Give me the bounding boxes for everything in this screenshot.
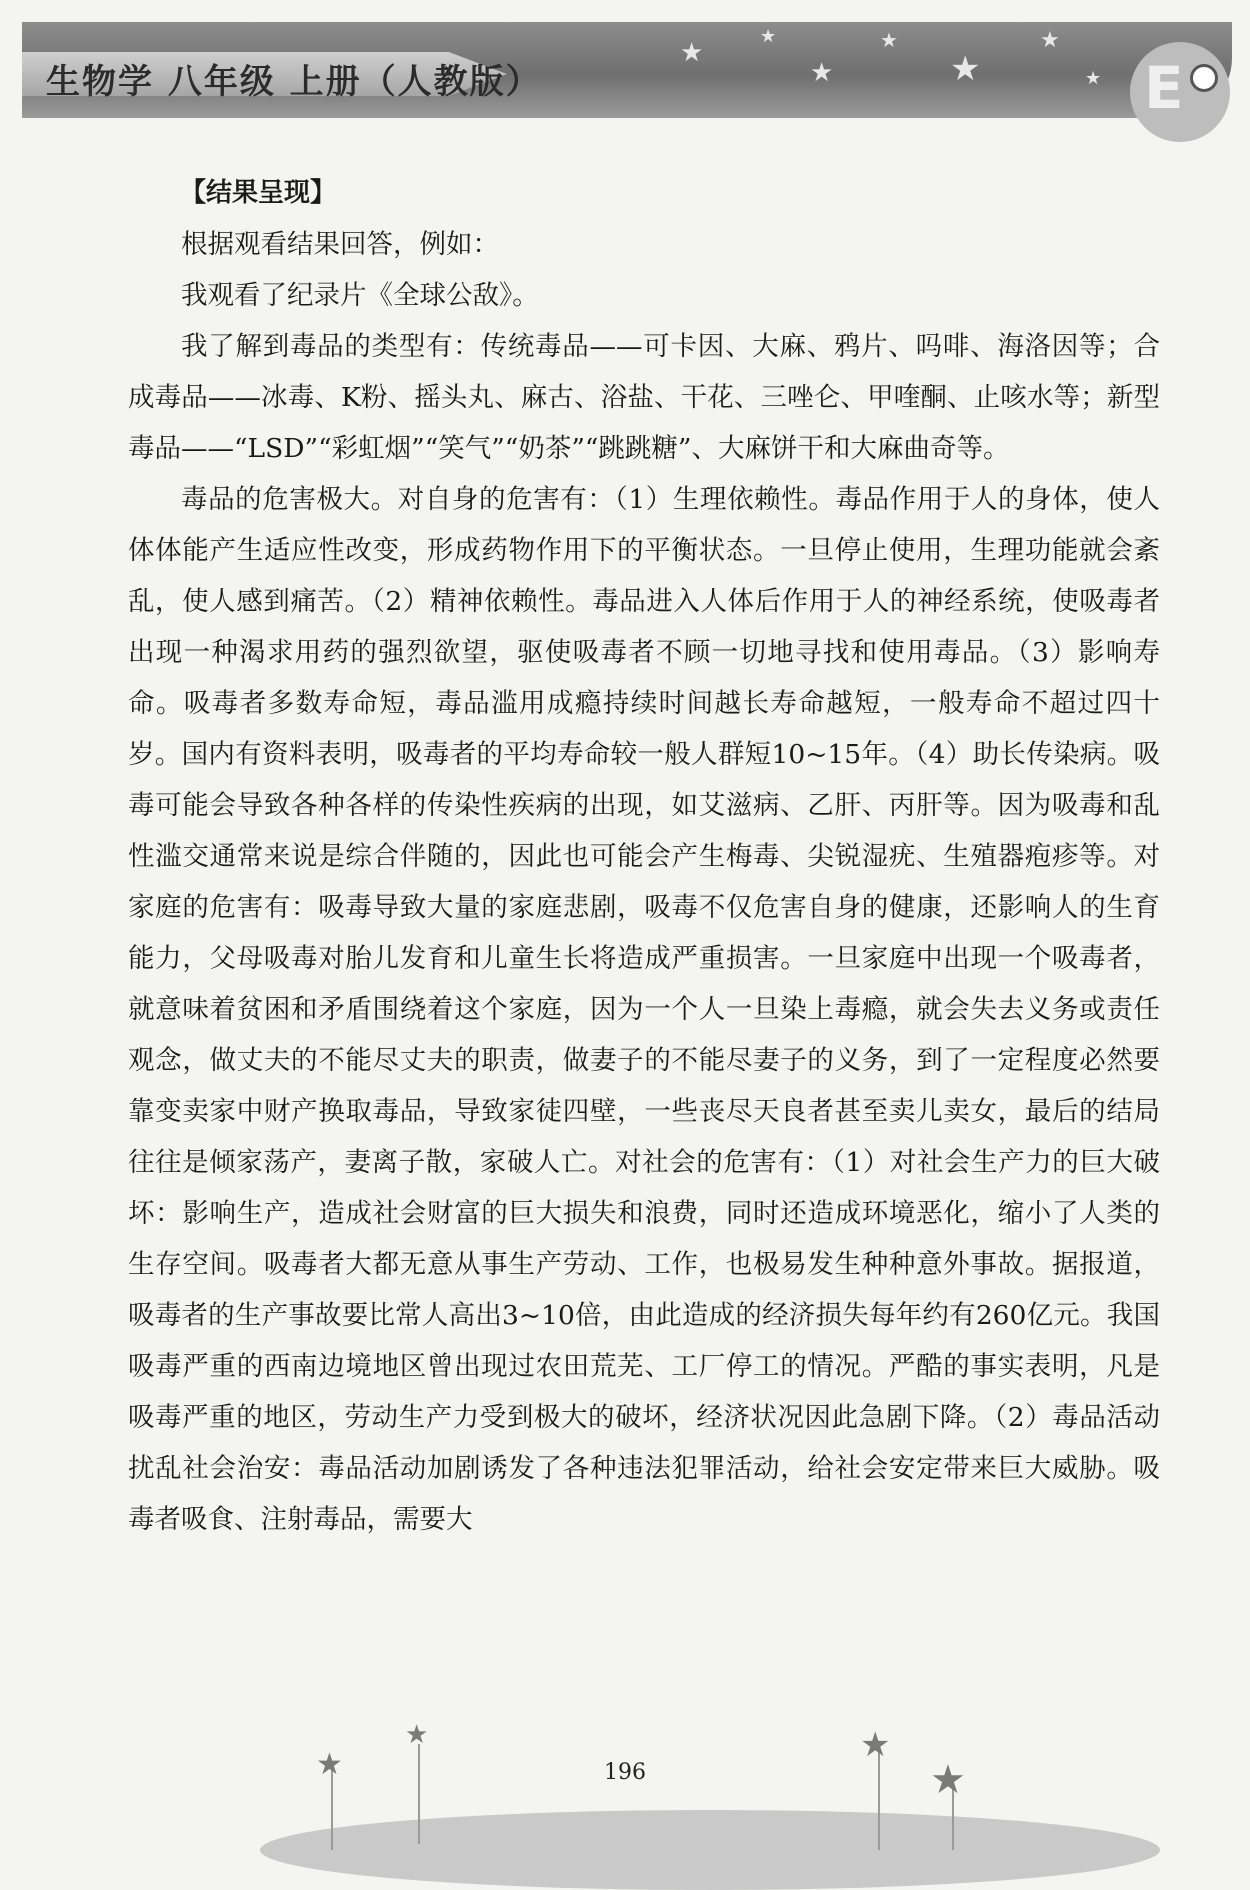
star-stick xyxy=(418,1744,420,1844)
star-icon: ★ xyxy=(760,26,777,47)
star-icon: ★ xyxy=(316,1747,343,1782)
star-icon: ★ xyxy=(810,58,834,88)
book-title: 生物学 八年级 上册（人教版） xyxy=(46,62,542,102)
section-heading: 【结果呈现】 xyxy=(180,178,337,208)
page-header xyxy=(0,0,1250,150)
page-content xyxy=(128,168,1160,1545)
star-icon: ★ xyxy=(880,28,898,52)
star-icon: ★ xyxy=(860,1725,891,1765)
mascot-eye-icon xyxy=(1190,64,1218,92)
star-icon: ★ xyxy=(1040,28,1060,53)
footer-decoration xyxy=(0,1720,1250,1852)
paragraph: 我了解到毒品的类型有：传统毒品——可卡因、大麻、鸦片、吗啡、海洛因等；合成毒品——冰毒、K粉、摇头丸、麻古、浴盐、干花、三唑仑、甲喹酮、止咳水等；新型毒品——“LSD”“彩虹烟”“笑气”“奶茶”“跳跳糖”、大麻饼干和大麻曲奇等。 xyxy=(128,331,1160,464)
paragraph: 根据观看结果回答，例如： xyxy=(181,229,499,260)
star-icon: ★ xyxy=(930,1757,966,1803)
footer-curve xyxy=(260,1810,1160,1890)
mascot-logo xyxy=(1130,42,1230,142)
star-icon: ★ xyxy=(950,49,981,89)
star-icon: ★ xyxy=(1085,68,1102,89)
star-icon: ★ xyxy=(680,38,704,68)
page-number: 196 xyxy=(604,1760,646,1785)
paragraph: 毒品的危害极大。对自身的危害有：（1）生理依赖性。毒品作用于人的身体，使人体体能产生适应性改变，形成药物作用下的平衡状态。一旦停止使用，生理功能就会紊乱，使人感到痛苦。（2）精神依赖性。毒品进入人体后作用于人的神经系统，使吸毒者出现一种渴求用药的强烈欲望，驱使吸毒者不顾一切地寻找和使用毒品。（3）影响寿命。吸毒者多数寿命短，毒品滥用成瘾持续时间越长寿命越短，一般寿命不超过四十岁。国内有资料表明，吸毒者的平均寿命较一般人群短10~15年。（4）助长传染病。吸毒可能会导致各种各样的传染性疾病的出现，如艾滋病、乙肝、丙肝等。因为吸毒和乱性滥交通常来说是综合伴随的，因此也可能会产生梅毒、尖锐湿疣、生殖器疱疹等。对家庭的危害有：吸毒导致大量的家庭悲剧，吸毒不仅危害自身的健康，还影响人的生育能力，父母吸毒对胎儿发育和儿童生长将造成严重损害。一旦家庭中出现一个吸毒者，就意味着贫困和矛盾围绕着这个家庭，因为一个人一旦染上毒瘾，就会失去义务或责任观念，做丈夫的不能尽丈夫的职责，做妻子的不能尽妻子的义务，到了一定程度必然要靠变卖家中财产换取毒品，导致家徒四壁，一些丧尽天良者甚至卖儿卖女，最后的结局往往是倾家荡产，妻离子散，家破人亡。对社会的危害有：（1）对社会生产力的巨大破坏：影响生产，造成社会财富的巨大损失和浪费，同时还造成环境恶化，缩小了人类的生存空间。吸毒者大都无意从事生产劳动、工作，也极易发生种种意外事故。据报道，吸毒者的生产事故要比常人高出3~10倍，由此造成的经济损失每年约有260亿元。我国吸毒严重的西南边境地区曾出现过农田荒芜、工厂停工的情况。严酷的事实表明，凡是吸毒严重的地区，劳动生产力受到极大的破坏，经济状况因此急剧下降。（2）毒品活动扰乱社会治安：毒品活动加剧诱发了各种违法犯罪活动，给社会安定带来巨大威胁。吸毒者吸食、注射毒品，需要大 xyxy=(128,484,1160,1535)
star-icon: ★ xyxy=(405,1720,429,1750)
mascot-icon: E xyxy=(1144,54,1184,122)
paragraph: 我观看了纪录片《全球公敌》。 xyxy=(181,280,539,311)
